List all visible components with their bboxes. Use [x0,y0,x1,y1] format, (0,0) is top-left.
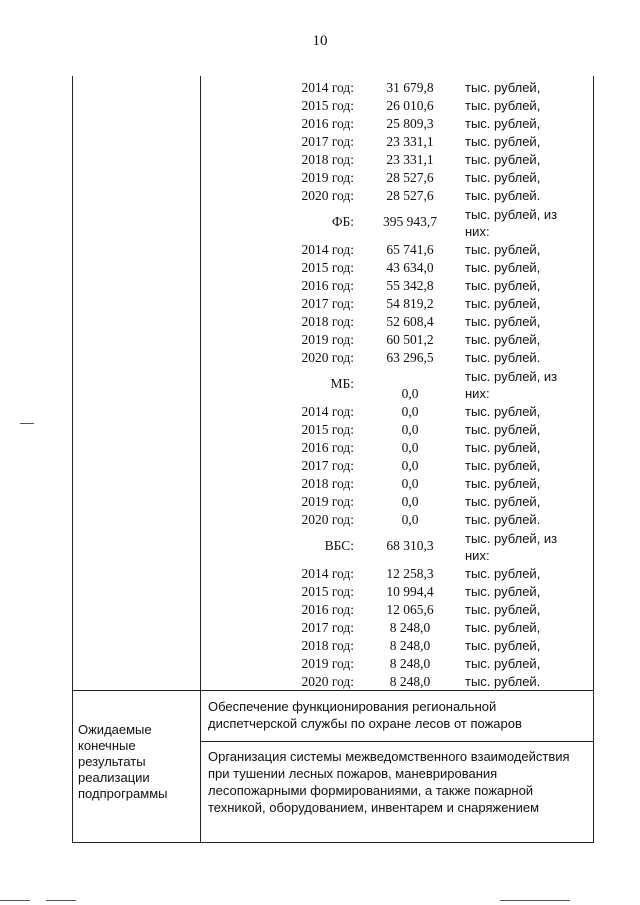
unit-label: тыс. рублей, [465,476,541,491]
unit-label: тыс. рублей, [465,242,541,257]
amount-value: 10 994,4 [386,584,434,599]
year-row [200,187,594,205]
year-label: 2017 год: [301,296,354,311]
year-row [200,493,594,511]
unit-label: тыс. рублей, [465,278,541,293]
amount-value: 26 010,6 [386,98,434,113]
results-row-divider [200,741,594,742]
amount-value: 63 296,5 [386,350,434,365]
expected-result-item: Обеспечение функционирования региональной диспетчерской службы по охране лесов от пожаров [208,699,522,731]
year-label: 2018 год: [301,152,354,167]
amount-value: 8 248,0 [389,674,431,689]
year-row [200,79,594,97]
year-label: 2019 год: [301,170,354,185]
unit-label: тыс. рублей. [465,512,541,527]
amount-value: 12 065,6 [386,602,434,617]
year-label: 2014 год: [301,404,354,419]
unit-label: тыс. рублей, [465,458,541,473]
year-row [200,421,594,439]
unit-label: тыс. рублей, [465,602,541,617]
amount-value: 52 608,4 [386,314,434,329]
expected-result-item: Организация системы межведомственного взаимодействия при тушении лесных пожаров, маневрирования лесопожарными формированиями, а также пожарной техникой, оборудованием, инвентарем и снаряжением [208,749,570,815]
unit-label: тыс. рублей, [465,584,541,599]
year-row [200,673,594,691]
amount-value: 25 809,3 [386,116,434,131]
year-label: 2018 год: [301,638,354,653]
year-row [200,619,594,637]
budget-source-row [200,205,594,241]
table-left-border [72,76,73,843]
year-row [200,115,594,133]
year-label: МБ: [330,376,354,391]
budget-source-row [200,529,594,565]
year-label: 2015 год: [301,422,354,437]
amount-value: 65 741,6 [386,242,434,257]
unit-label: тыс. рублей, [465,656,541,671]
year-label: 2014 год: [301,242,354,257]
amount-value: 0,0 [401,422,419,437]
amount-value: 68 310,3 [386,538,434,553]
year-label: 2018 год: [301,314,354,329]
amount-value: 8 248,0 [389,638,431,653]
year-label: 2016 год: [301,602,354,617]
unit-label: тыс. рублей. [465,350,541,365]
year-row [200,583,594,601]
amount-value: 0,0 [401,386,419,401]
amount-value: 60 501,2 [386,332,434,347]
year-row [200,439,594,457]
amount-value: 0,0 [401,404,419,419]
amount-value: 23 331,1 [386,152,434,167]
year-label: 2020 год: [301,512,354,527]
year-row [200,331,594,349]
unit-label: тыс. рублей, [465,296,541,311]
year-label: ВБС: [324,538,354,553]
unit-label: тыс. рублей, [465,440,541,455]
year-row [200,169,594,187]
amount-value: 31 679,8 [386,80,434,95]
year-row [200,601,594,619]
year-label: 2016 год: [301,440,354,455]
year-label: 2015 год: [301,260,354,275]
unit-label: тыс. рублей, [465,170,541,185]
year-label: 2020 год: [301,674,354,689]
margin-mark [500,900,570,901]
amount-value: 0,0 [401,494,419,509]
year-row [200,133,594,151]
amount-value: 395 943,7 [383,214,437,229]
amount-value: 8 248,0 [389,656,431,671]
unit-label: тыс. рублей, [465,134,541,149]
unit-label: тыс. рублей, из них: [465,531,558,563]
amount-value: 28 527,6 [386,170,434,185]
unit-label: тыс. рублей, [465,638,541,653]
year-row [200,457,594,475]
year-label: 2019 год: [301,656,354,671]
unit-label: тыс. рублей. [465,188,541,203]
amount-value: 0,0 [401,458,419,473]
unit-label: тыс. рублей. [465,674,541,689]
year-row [200,151,594,169]
unit-label: тыс. рублей, [465,260,541,275]
year-label: 2016 год: [301,278,354,293]
year-row [200,403,594,421]
amount-value: 8 248,0 [389,620,431,635]
amount-value: 23 331,1 [386,134,434,149]
year-row [200,313,594,331]
year-label: 2017 год: [301,620,354,635]
unit-label: тыс. рублей, [465,566,541,581]
year-label: 2015 год: [301,98,354,113]
margin-mark [20,423,34,424]
expected-results-label: Ожидаемые конечные результаты реализации подпрограммы [78,722,168,801]
year-row [200,475,594,493]
amount-value: 0,0 [401,440,419,455]
year-row [200,295,594,313]
amount-value: 12 258,3 [386,566,434,581]
unit-label: тыс. рублей, [465,98,541,113]
amount-value: 28 527,6 [386,188,434,203]
year-label: 2017 год: [301,134,354,149]
amount-value: 0,0 [401,512,419,527]
year-row [200,565,594,583]
year-label: ФБ: [331,214,354,229]
unit-label: тыс. рублей, [465,422,541,437]
year-label: 2014 год: [301,80,354,95]
unit-label: тыс. рублей, [465,314,541,329]
margin-mark [46,900,76,901]
budget-source-row [200,367,594,403]
unit-label: тыс. рублей, [465,152,541,167]
unit-label: тыс. рублей, [465,620,541,635]
unit-label: тыс. рублей, из них: [465,369,558,401]
year-row [200,277,594,295]
unit-label: тыс. рублей, [465,80,541,95]
amount-value: 54 819,2 [386,296,434,311]
year-row [200,259,594,277]
financing-breakdown [200,79,594,691]
year-row [200,241,594,259]
year-row [200,637,594,655]
year-label: 2015 год: [301,584,354,599]
unit-label: тыс. рублей, [465,494,541,509]
year-row [200,511,594,529]
year-label: 2019 год: [301,332,354,347]
amount-value: 55 342,8 [386,278,434,293]
amount-value: 43 634,0 [386,260,434,275]
year-label: 2018 год: [301,476,354,491]
year-row [200,349,594,367]
year-label: 2020 год: [301,350,354,365]
year-row [200,97,594,115]
table-bottom-border [72,842,594,843]
margin-mark [0,900,30,901]
amount-value: 0,0 [401,476,419,491]
unit-label: тыс. рублей, из них: [465,207,558,239]
year-label: 2014 год: [301,566,354,581]
year-label: 2017 год: [301,458,354,473]
unit-label: тыс. рублей, [465,404,541,419]
year-row [200,655,594,673]
year-label: 2020 год: [301,188,354,203]
year-label: 2016 год: [301,116,354,131]
year-label: 2019 год: [301,494,354,509]
unit-label: тыс. рублей, [465,116,541,131]
passport-table [72,76,594,843]
unit-label: тыс. рублей, [465,332,541,347]
page-number: 10 [312,33,328,49]
